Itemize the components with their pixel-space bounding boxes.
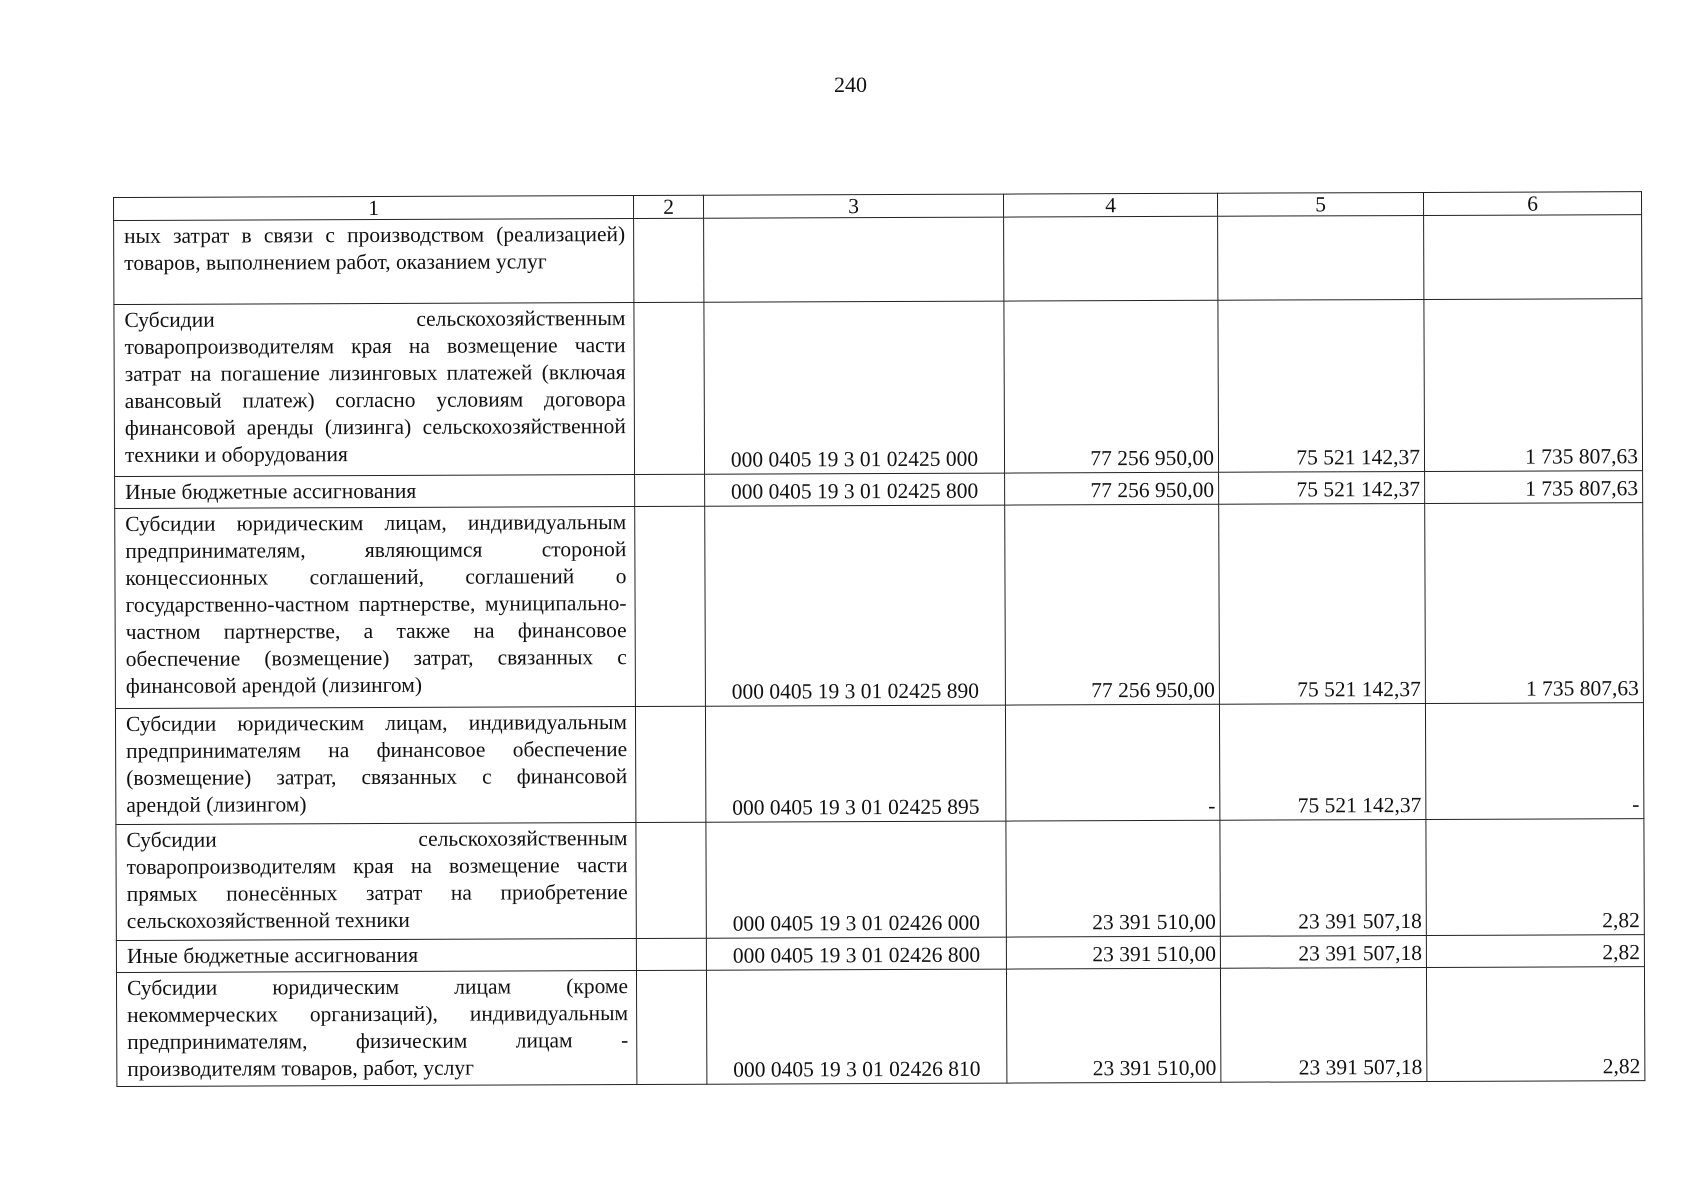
row-code: 000 0405 19 3 01 02425 000 [704,301,1005,474]
row-col5 [1218,215,1424,300]
column-header: 3 [703,194,1003,218]
row-col6: 2,82 [1426,967,1644,1082]
row-description: Субсидии юридическим лицам, индивидуальным предпринимателям, являющимся стороной концессионных соглашений, соглашений о государственно-частном партнерстве, муниципально-частном партнерстве, а также на финансовое обеспечение (возмещение) затрат, связанных с финансовой арендой (лизингом) [115,506,636,708]
row-col2 [634,218,704,302]
row-col2 [634,302,705,474]
row-col5: 75 521 142,37 [1219,471,1425,504]
row-code: 000 0405 19 3 01 02426 800 [706,937,1006,970]
budget-table [113,191,1645,1087]
row-description: Иные бюджетные ассигнования [115,474,635,508]
row-code: 000 0405 19 3 01 02425 800 [705,473,1005,506]
row-code: 000 0405 19 3 01 02425 895 [705,705,1005,822]
row-col2 [636,970,706,1084]
table-row [116,967,1644,1087]
row-code: 000 0405 19 3 01 02426 810 [706,969,1006,1084]
row-col6 [1424,215,1642,300]
row-description: Субсидии сельскохозяйственным товаропроизводителям края на возмещение части прямых понесённых затрат на приобретение сельскохозяйственной техники [116,822,636,940]
column-header: 1 [114,196,634,221]
row-col5: 23 391 507,18 [1220,819,1426,936]
row-col4: 77 256 950,00 [1005,472,1219,505]
row-col4: 23 391 510,00 [1006,968,1220,1083]
column-header: 5 [1217,192,1423,216]
row-col2 [636,938,706,970]
table-row [115,503,1644,709]
row-col2 [635,474,705,506]
row-description: Субсидии юридическим лицам, индивидуальным предпринимателям на финансовое обеспечение (возмещение) затрат, связанных с финансовой арендой (лизингом) [115,706,635,824]
table-row [114,215,1642,305]
row-col4 [1004,216,1218,301]
table-row [116,935,1644,973]
row-col5: 23 391 507,18 [1220,967,1426,1082]
row-col4: 23 391 510,00 [1006,820,1220,937]
row-col4: 77 256 950,00 [1004,300,1219,473]
row-code [704,217,1004,302]
page-number: 240 [834,72,867,97]
table-row [115,471,1643,509]
column-header: 6 [1423,192,1641,216]
row-col4: 77 256 950,00 [1005,504,1220,705]
row-description: ных затрат в связи с производством (реализацией) товаров, выполнением работ, оказанием услуг [114,219,634,305]
row-description: Субсидии сельскохозяйственным товаропроизводителям края на возмещение части затрат на погашение лизинговых платежей (включая авансовый платеж) согласно условиям договора финансовой аренды (лизинга) сельскохозяйственной техники и оборудования [114,303,635,477]
row-col6: 1 735 807,63 [1425,471,1643,504]
row-col5: 23 391 507,18 [1220,935,1426,968]
row-description: Иные бюджетные ассигнования [116,938,636,972]
column-header: 4 [1003,193,1217,217]
table-row [114,299,1643,477]
row-col5: 75 521 142,37 [1219,703,1425,820]
row-col4: - [1005,704,1219,821]
row-col6: 2,82 [1426,819,1644,936]
row-col6: - [1425,703,1643,820]
row-col2 [635,506,706,706]
row-code: 000 0405 19 3 01 02425 890 [705,505,1006,706]
row-col2 [636,822,706,938]
row-col6: 2,82 [1426,935,1644,968]
row-col6: 1 735 807,63 [1424,299,1643,472]
row-col4: 23 391 510,00 [1006,936,1220,969]
column-header: 2 [633,195,703,218]
row-description: Субсидии юридическим лицам (кроме некоммерческих организаций), индивидуальным предпринимателям, физическим лицам - производителям товаров, работ, услуг [116,970,636,1086]
table-row [116,819,1644,941]
row-col5: 75 521 142,37 [1218,299,1425,472]
row-code: 000 0405 19 3 01 02426 000 [706,821,1006,938]
row-col6: 1 735 807,63 [1425,503,1644,704]
row-col2 [635,706,705,822]
table-row [115,703,1643,825]
row-col5: 75 521 142,37 [1219,503,1426,704]
